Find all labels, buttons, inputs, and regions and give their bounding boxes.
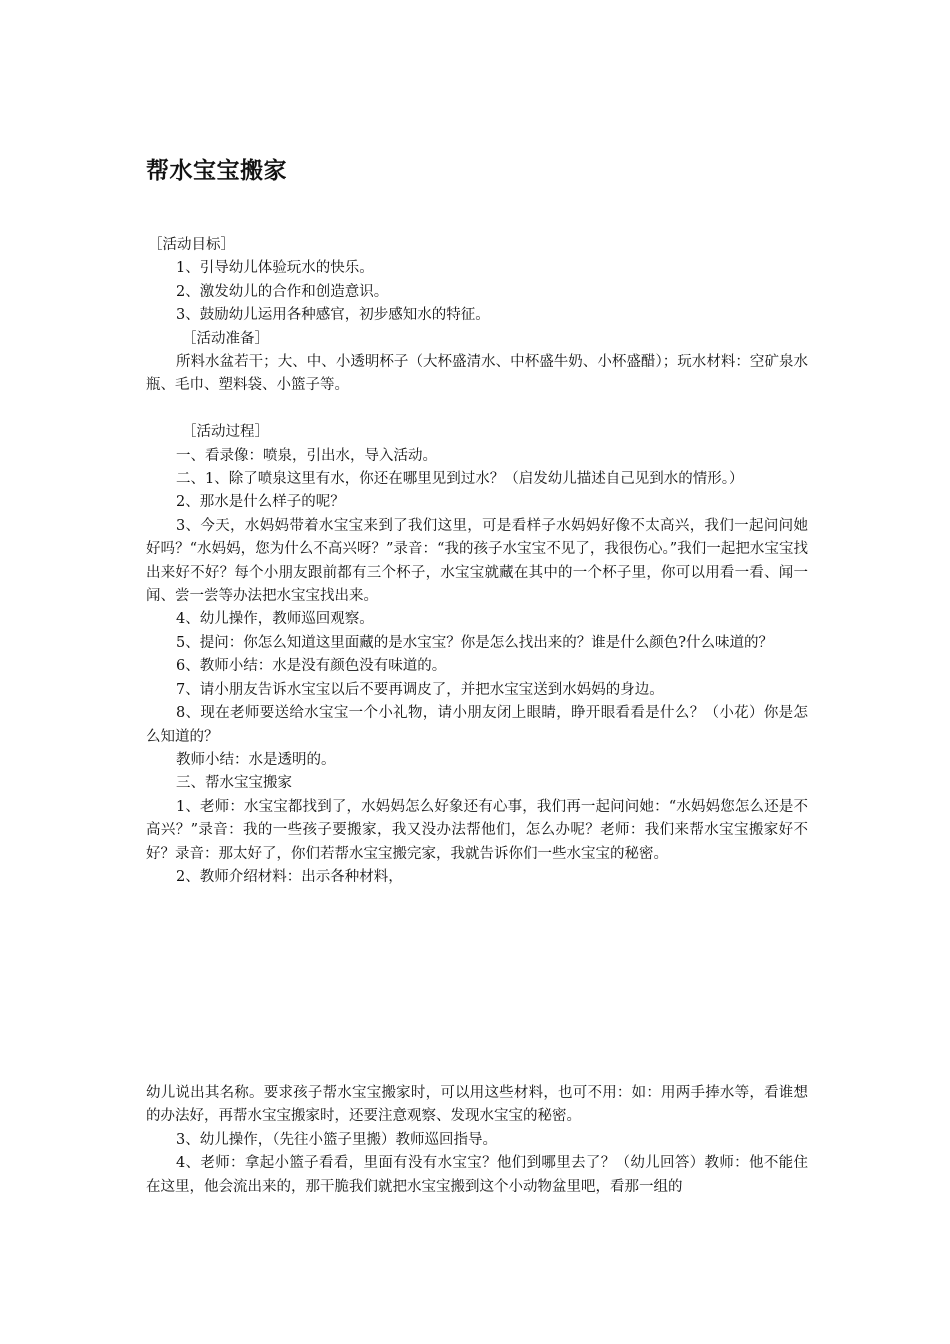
paragraph: 4、老师：拿起小篮子看看，里面有没有水宝宝？他们到哪里去了？（幼儿回答）教师：他不能住在这里，他会流出来的，那干脆我们就把水宝宝搬到这个小动物盆里吧，看那一组的 xyxy=(146,1155,808,1195)
document-title: 帮水宝宝搬家 xyxy=(146,158,287,184)
paragraph: 4、幼儿操作，教师巡回观察。 xyxy=(176,611,374,628)
paragraph: 1、引导幼儿体验玩水的快乐。 xyxy=(176,260,374,277)
paragraph: 二、1、除了喷泉这里有水，你还在哪里见到过水？（启发幼儿描述自己见到水的情形。） xyxy=(176,471,744,488)
paragraph: 所料水盆若干；大、中、小透明杯子（大杯盛清水、中杯盛牛奶、小杯盛醋）；玩水材料：空矿泉水瓶、毛巾、塑料袋、小篮子等。 xyxy=(146,354,808,394)
paragraph: 2、教师介绍材料：出示各种材料， xyxy=(176,868,403,885)
paragraph: 教师小结：水是透明的。 xyxy=(176,751,336,768)
paragraph: 5、提问：你怎么知道这里面藏的是水宝宝？你是怎么找出来的？谁是什么颜色?什么味道的？ xyxy=(176,634,773,651)
section-heading-process: ［活动过程］ xyxy=(182,424,269,441)
paragraph: 8、现在老师要送给水宝宝一个小礼物，请小朋友闭上眼睛，睁开眼看看是什么？（小花）你是怎么知道的？ xyxy=(146,705,808,745)
paragraph: 2、激发幼儿的合作和创造意识。 xyxy=(176,283,389,300)
paragraph: 7、请小朋友告诉水宝宝以后不要再调皮了，并把水宝宝送到水妈妈的身边。 xyxy=(176,681,664,698)
paragraph: 3、今天，水妈妈带着水宝宝来到了我们这里，可是看样子水妈妈好像不太高兴，我们一起问问她好吗？“水妈妈，您为什么不高兴呀？”录音：“我的孩子水宝宝不见了，我很伤心。”我们一起把水宝宝找出来好不好？每个小朋友跟前都有三个杯子，水宝宝就藏在其中的一个杯子里，你可以用看一看、闻一闻、尝一尝等办法把水宝宝找出来。 xyxy=(146,517,808,605)
section-heading-move: 三、帮水宝宝搬家 xyxy=(176,775,292,792)
section-heading-goals: ［活动目标］ xyxy=(148,237,235,253)
paragraph: 3、幼儿操作，（先往小篮子里搬）教师巡回指导。 xyxy=(176,1131,497,1148)
paragraph: 6、教师小结：水是没有颜色没有味道的。 xyxy=(176,658,447,675)
content-block-2 xyxy=(146,1082,808,1199)
paragraph: 一、看录像：喷泉，引出水，导入活动。 xyxy=(176,447,437,464)
paragraph: 3、鼓励幼儿运用各种感官，初步感知水的特征。 xyxy=(176,307,490,324)
content-block-1 xyxy=(146,234,808,889)
paragraph: 幼儿说出其名称。要求孩子帮水宝宝搬家时，可以用这些材料，也可不用：如：用两手捧水等，看谁想的办法好，再帮水宝宝搬家时，还要注意观察、发现水宝宝的秘密。 xyxy=(146,1085,808,1125)
section-heading-preparation: ［活动准备］ xyxy=(182,330,269,347)
paragraph: 2、那水是什么样子的呢？ xyxy=(176,494,345,511)
blank-line xyxy=(146,398,808,421)
paragraph: 1、老师：水宝宝都找到了，水妈妈怎么好象还有心事，我们再一起问问她：“水妈妈您怎么还是不高兴？”录音：我的一些孩子要搬家，我又没办法帮他们，怎么办呢？老师：我们来帮水宝宝搬家好不好？录音：那太好了，你们若帮水宝宝搬完家，我就告诉你们一些水宝宝的秘密。 xyxy=(146,798,808,862)
